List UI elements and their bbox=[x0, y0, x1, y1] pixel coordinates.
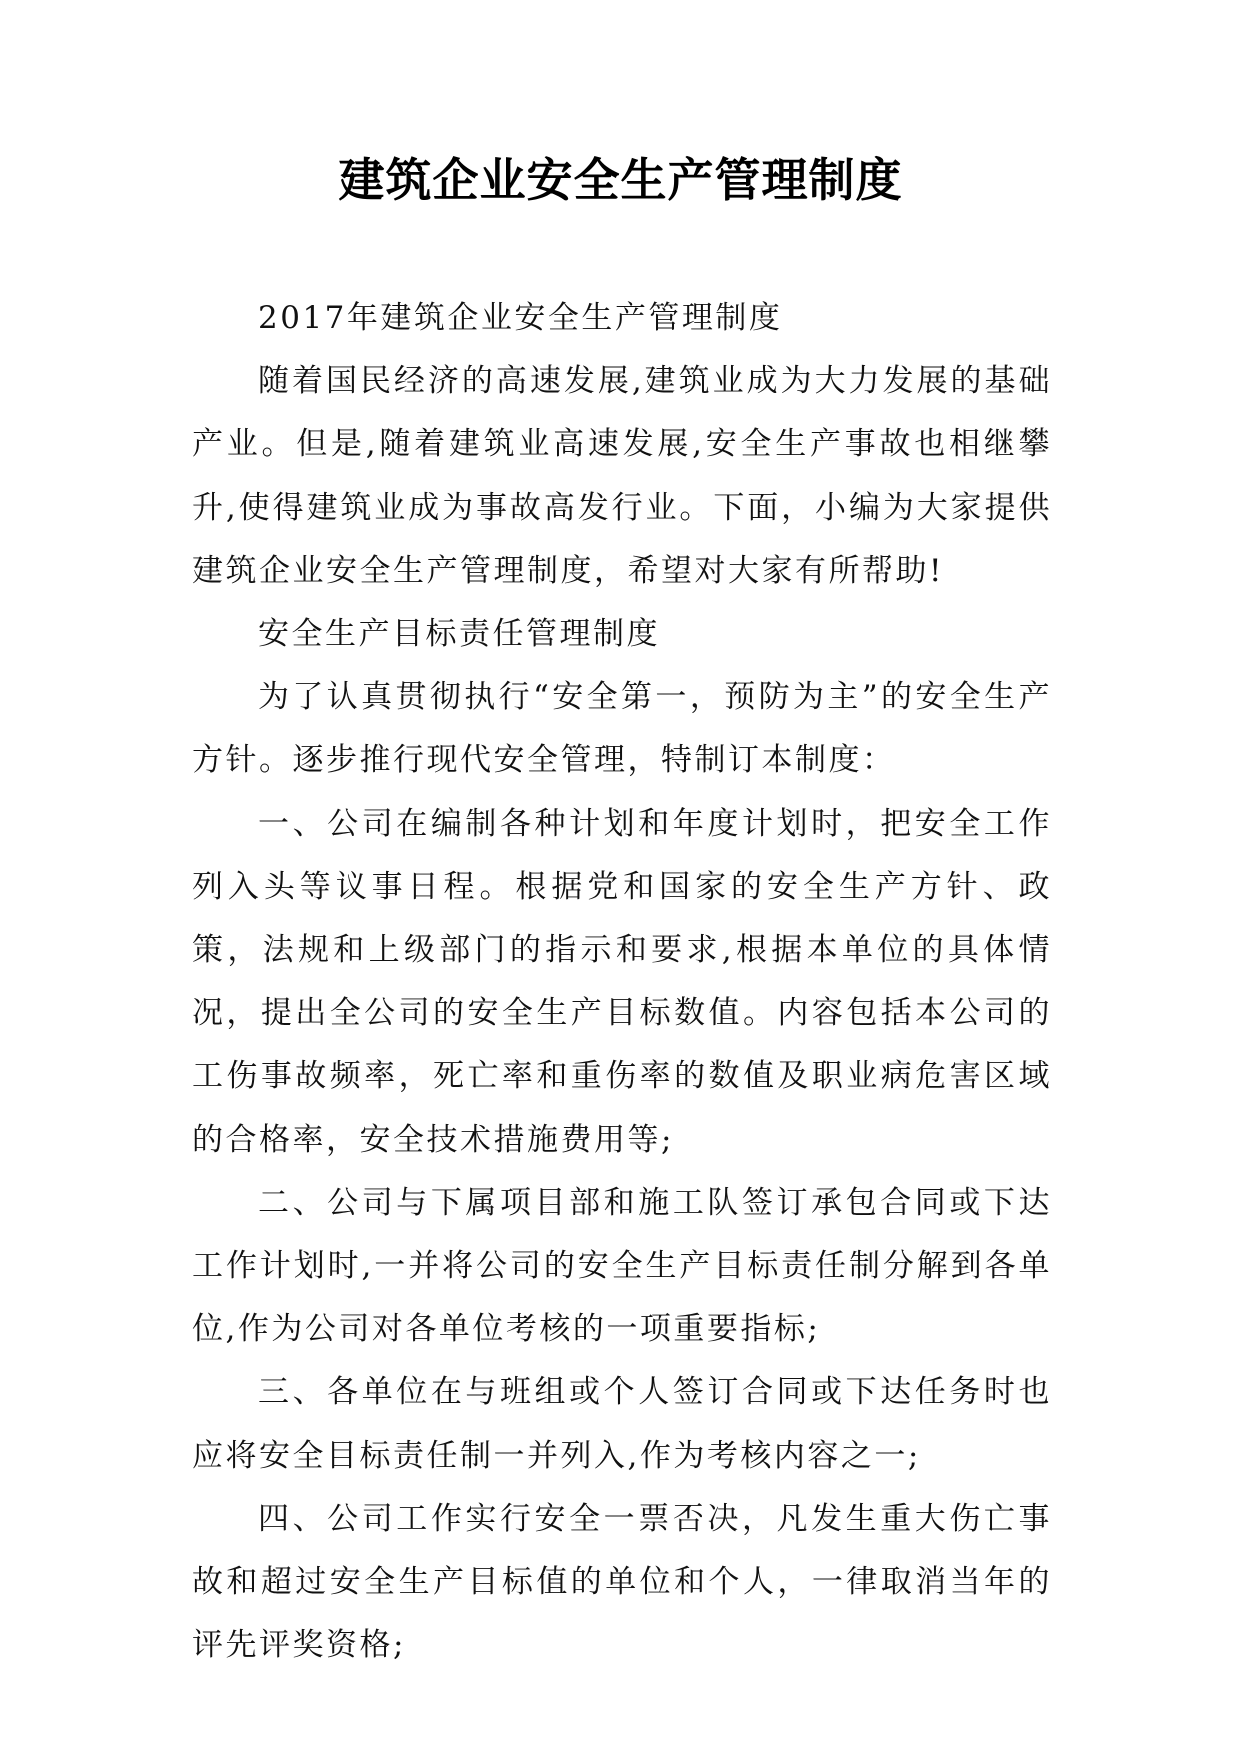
paragraph-purpose: 为了认真贯彻执行“安全第一，预防为主”的安全生产方针。逐步推行现代安全管理，特制订本制度： bbox=[192, 679, 1052, 779]
paragraph-item-1: 一、公司在编制各种计划和年度计划时，把安全工作列入头等议事日程。根据党和国家的安全生产方针、政策，法规和上级部门的指示和要求,根据本单位的具体情况，提出全公司的安全生产目标数值。内容包括本公司的工伤事故频率，死亡率和重伤率的数值及职业病危害区域的合格率，安全技术措施费用等; bbox=[192, 805, 1052, 1158]
paragraph-intro-heading: 2017年建筑企业安全生产管理制度 bbox=[258, 300, 783, 336]
paragraph-intro: 随着国民经济的高速发展,建筑业成为大力发展的基础产业。但是,随着建筑业高速发展,安全生产事故也相继攀升,使得建筑业成为事故高发行业。下面，小编为大家提供建筑企业安全生产管理制度，希望对大家有所帮助! bbox=[192, 363, 1052, 589]
document-title: 建筑企业安全生产管理制度 bbox=[338, 153, 903, 207]
document-body bbox=[192, 287, 1052, 1677]
paragraph-section-heading: 安全生产目标责任管理制度 bbox=[258, 616, 660, 653]
paragraph-item-2: 二、公司与下属项目部和施工队签订承包合同或下达工作计划时,一并将公司的安全生产目标责任制分解到各单位,作为公司对各单位考核的一项重要指标; bbox=[192, 1184, 1052, 1348]
paragraph-item-3: 三、各单位在与班组或个人签订合同或下达任务时也应将安全目标责任制一并列入,作为考核内容之一; bbox=[192, 1374, 1052, 1474]
paragraph-item-4: 四、公司工作实行安全一票否决，凡发生重大伤亡事故和超过安全生产目标值的单位和个人，一律取消当年的评先评奖资格; bbox=[192, 1500, 1052, 1664]
